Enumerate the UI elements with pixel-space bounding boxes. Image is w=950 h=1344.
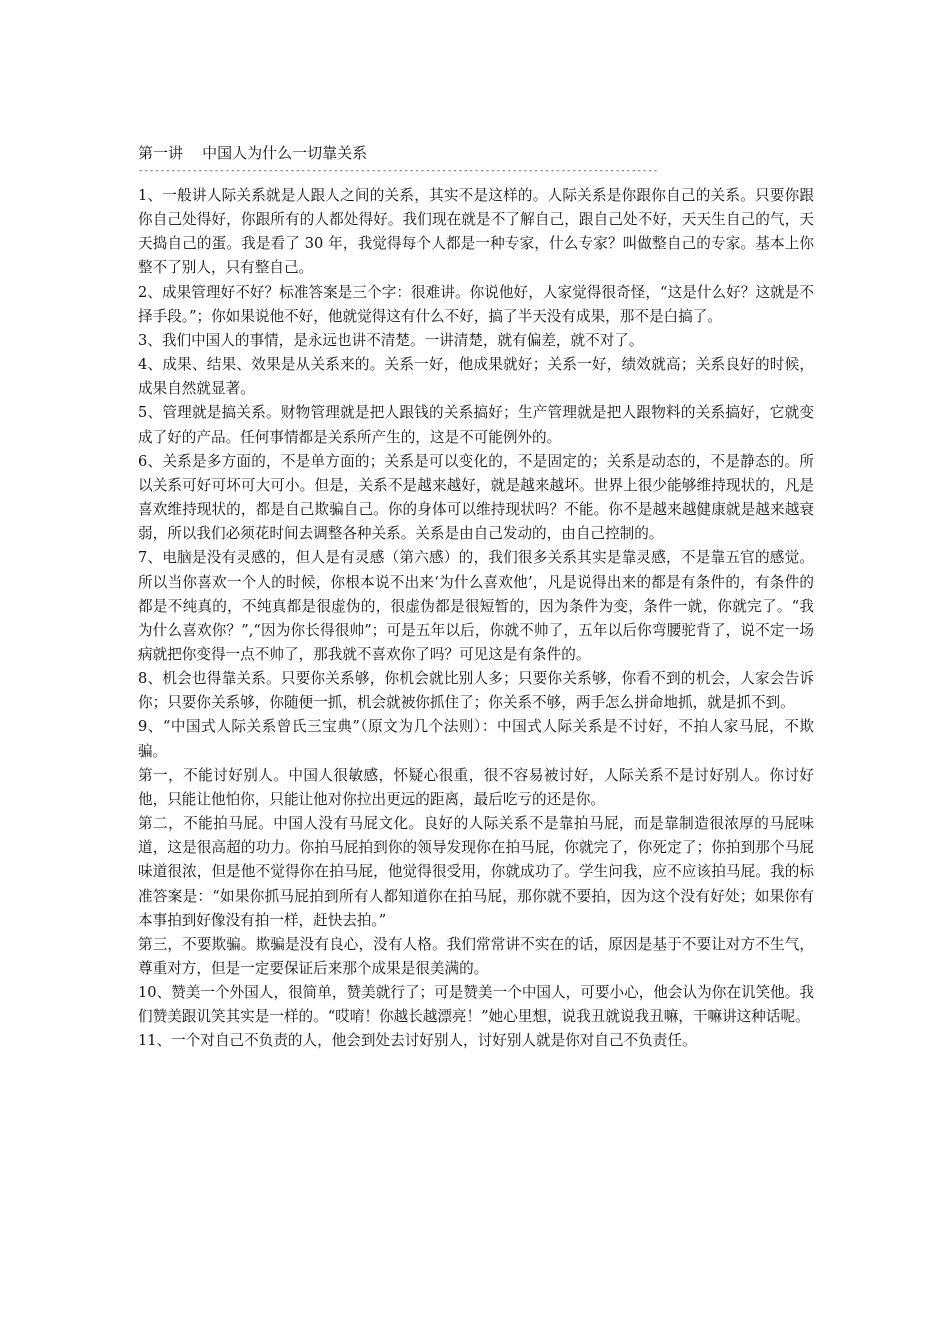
paragraph-10: 10、赞美一个外国人，很简单，赞美就行了；可是赞美一个中国人，可要小心，他会认为你在讥笑他。我们赞美跟讥笑其实是一样的。“哎唷！你越长越漂亮！”她心里想，说我丑就说我丑嘛，干嘛讲这种话呢。 — [138, 984, 814, 1026]
divider-line: ------------------------------------------------------------------------------------------------ — [138, 166, 659, 176]
paragraph-7: 7、电脑是没有灵感的，但人是有灵感（第六感）的，我们很多关系其实是靠灵感，不是靠五官的感觉。所以当你喜欢一个人的时候，你根本说不出来‘为什么喜欢他’，凡是说得出来的都是有条件的，有条件的都是不纯真的，不纯真都是很虚伪的，很虚伪都是很短暂的，因为条件为变，条件一就，你就完了。“我为什么喜欢你？”,“因为你长得很帅”；可是五年以后，你就不帅了，五年以后你弯腰驼背了，说不定一场病就把你变得一点不帅了，那我就不喜欢你了吗？可见这是有条件的。 — [138, 549, 814, 663]
page-title: 第一讲 中国人为什么一切靠关系 — [138, 144, 368, 162]
paragraph-11: 11、一个对自己不负责的人，他会到处去讨好别人，讨好别人就是你对自己不负责任。 — [138, 1032, 697, 1050]
paragraph-1: 1、一般讲人际关系就是人跟人之间的关系，其实不是这样的。人际关系是你跟你自己的关系。只要你跟你自己处得好，你跟所有的人都处得好。我们现在就是不了解自己，跟自己处不好，天天生自己的气，天天捣自己的蛋。我是看了 30 年，我觉得每个人都是一种专家，什么专家？叫做整自己的专家。基本上你整不了别人，只有整自己。 — [138, 187, 814, 277]
paragraph-9: 9、“中国式人际关系曾氏三宝典”（原文为几个法则）：中国式人际关系是不讨好，不拍人家马屁，不欺骗。 — [138, 718, 814, 760]
paragraph-6: 6、关系是多方面的，不是单方面的；关系是可以变化的，不是固定的；关系是动态的，不是静态的。所以关系可好可坏可大可小。但是，关系不是越来越好，就是越来越坏。世界上很少能够维持现状的，凡是喜欢维持现状的，都是自己欺骗自己。你的身体可以维持现状吗？不能。你不是越来越健康就是越来越衰弱，所以我们必须花时间去调整各种关系。关系是由自己发动的，由自己控制的。 — [138, 452, 814, 543]
document-body — [138, 184, 814, 1054]
paragraph-9-rule-1: 第一，不能讨好别人。中国人很敏感，怀疑心很重，很不容易被讨好，人际关系不是讨好别人。你讨好他，只能让他怕你，只能让他对你拉出更远的距离，最后吃亏的还是你。 — [138, 766, 814, 808]
paragraph-9-rule-2: 第二，不能拍马屁。中国人没有马屁文化。良好的人际关系不是靠拍马屁，而是靠制造很浓厚的马屁味道，这是很高超的功力。你拍马屁拍到你的领导发现你在拍马屁，你就完了，你死定了；你拍到那个马屁味道很浓，但是他不觉得你在拍马屁，他觉得很受用，你就成功了。学生问我，应不应该拍马屁。我的标准答案是：“如果你抓马屁拍到所有人都知道你在拍马屁，那你就不要拍，因为这个没有好处；如果你有本事拍到好像没有拍一样，赶快去拍。” — [138, 815, 814, 929]
paragraph-2: 2、成果管理好不好？标准答案是三个字：很难讲。你说他好，人家觉得很奇怪，“这是什么好？这就是不择手段。”；你如果说他不好，他就觉得这有什么不好，搞了半天没有成果，那不是白搞了。 — [138, 283, 814, 325]
paragraph-3: 3、我们中国人的事情，是永远也讲不清楚。一讲清楚，就有偏差，就不对了。 — [138, 331, 644, 349]
paragraph-8: 8、机会也得靠关系。只要你关系够，你机会就比别人多；只要你关系够，你看不到的机会，人家会告诉你；只要你关系够，你随便一抓，机会就被你抓住了；你关系不够，两手怎么拼命地抓，就是抓不到。 — [138, 670, 814, 712]
document-page — [138, 143, 814, 1054]
paragraph-9-rule-3: 第三，不要欺骗。欺骗是没有良心，没有人格。我们常常讲不实在的话，原因是基于不要让对方不生气，尊重对方，但是一定要保证后来那个成果是很美满的。 — [138, 935, 814, 977]
paragraph-5: 5、管理就是搞关系。财物管理就是把人跟钱的关系搞好；生产管理就是把人跟物料的关系搞好，它就变成了好的产品。任何事情都是关系所产生的，这是不可能例外的。 — [138, 404, 814, 446]
paragraph-4: 4、成果、结果、效果是从关系来的。关系一好，他成果就好；关系一好，绩效就高；关系良好的时候，成果自然就显著。 — [138, 356, 814, 398]
